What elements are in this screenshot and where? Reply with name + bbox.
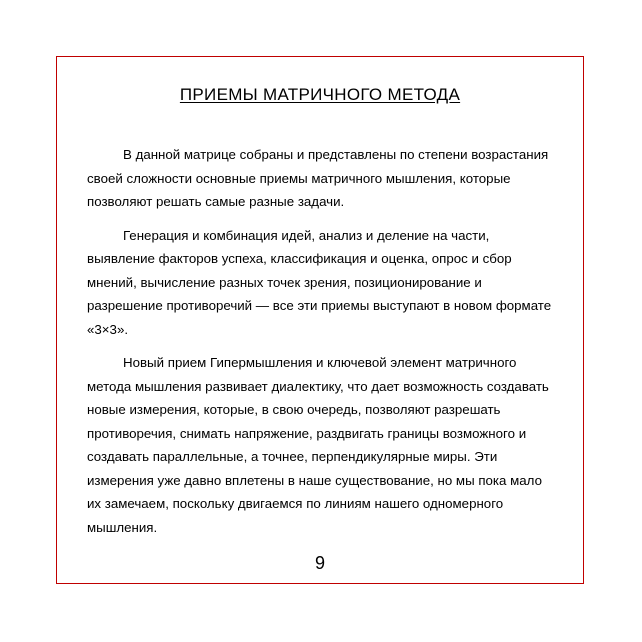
page-title: ПРИЕМЫ МАТРИЧНОГО МЕТОДА bbox=[179, 85, 461, 104]
paragraph-intro: В данной матрице собраны и представлены по степени возрастания своей сложности основные приемы матричного мышления, которые позволяют решать самые разные задачи. bbox=[87, 147, 549, 209]
page-frame bbox=[56, 56, 584, 584]
paragraph-hyperthinking: Новый прием Гипермышления и ключевой элемент матричного метода мышления развивает диалектику, что дает возможность создавать новые измерения, которые, в свою очередь, позволяют разрешать противоречия, снимать напряжение, раздвигать границы возможного и создавать параллельные, а точнее, перпендикулярные миры. Эти измерения уже давно вплетены в наше существование, но мы пока мало их замечаем, поскольку двигаемся по линиям нашего одномерного мышления. bbox=[87, 355, 549, 535]
paragraph-techniques: Генерация и комбинация идей, анализ и деление на части, выявление факторов успеха, классификация и оценка, опрос и сбор мнений, вычисление разных точек зрения, позиционирование и разрешение противоречий — все эти приемы выступают в новом формате «3×3». bbox=[87, 227, 552, 337]
body-text bbox=[87, 143, 559, 549]
page-number: 9 bbox=[314, 553, 325, 573]
